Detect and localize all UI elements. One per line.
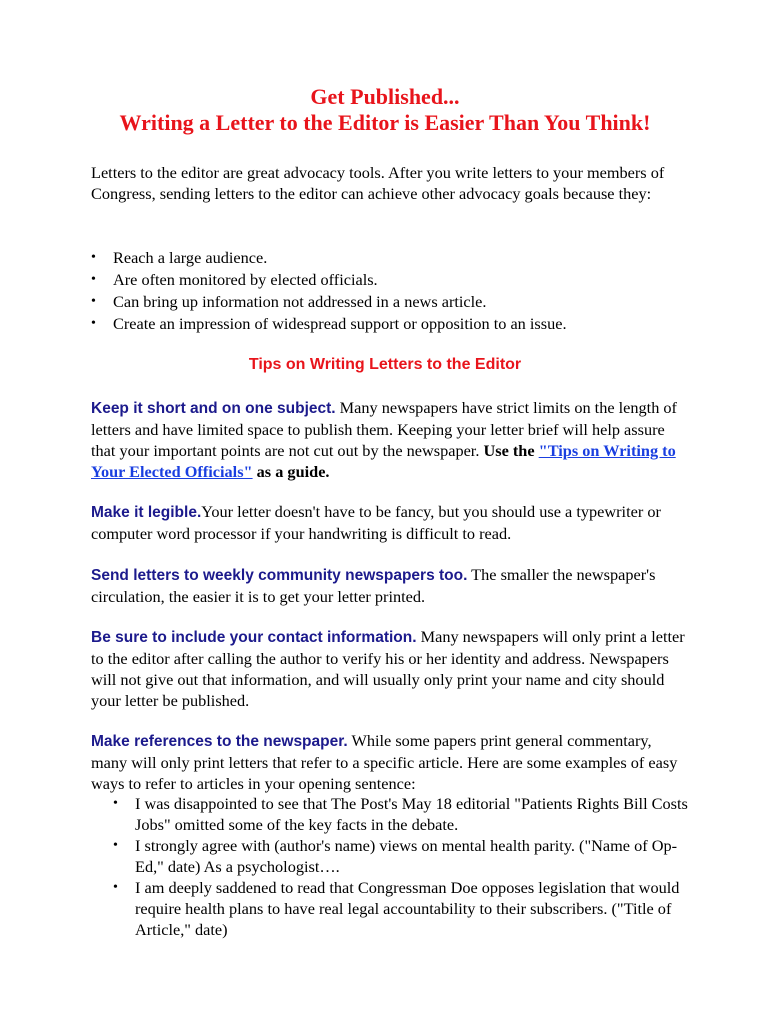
list-item: • Reach a large audience. xyxy=(91,247,567,269)
tip-body: Your letter doesn't have to be fancy, but you should use a typewriter or computer word processor if your handwriting is difficult to read. xyxy=(91,502,661,543)
tip-references xyxy=(91,730,691,794)
tip-heading: Be sure to include your contact information. xyxy=(91,629,417,646)
reference-examples-list xyxy=(113,793,693,940)
tip-use-suffix: as a guide. xyxy=(252,462,330,481)
tip-body: Many newspapers will only print a letter to the editor after calling the author to verify his or her identity and address. Newspapers will not give out that information, and will usually only print your name and city should your letter be published. xyxy=(91,627,685,710)
tip-body: While some papers print general commentary, many will only print letters that refer to a specific article. Here are some examples of easy ways to refer to articles in your opening sentence: xyxy=(91,731,678,793)
tip-legible xyxy=(91,501,691,544)
tip-contact-info xyxy=(91,626,691,711)
tip-weekly-papers xyxy=(91,564,691,607)
tip-use-prefix: Use the xyxy=(483,441,539,460)
intro-paragraph: Letters to the editor are great advocacy tools. After you write letters to your members of Congress, sending letters to the editor can achieve other advocacy goals because they: xyxy=(91,163,665,203)
tip-heading: Keep it short and on one subject. xyxy=(91,400,336,417)
list-item: • I was disappointed to see that The Post's May 18 editorial "Patients Rights Bill Costs Jobs" omitted some of the key facts in the debate. xyxy=(113,793,693,835)
list-item: • Are often monitored by elected officials. xyxy=(91,269,567,291)
list-item: • I strongly agree with (author's name) views on mental health parity. ("Name of Op-Ed," date) As a psychologist…. xyxy=(113,835,693,877)
tip-body: The smaller the newspaper's circulation, the easier it is to get your letter printed. xyxy=(91,565,656,606)
tips-subheading: Tips on Writing Letters to the Editor xyxy=(248,356,522,373)
title-line-1: Get Published... xyxy=(310,84,460,109)
tip-heading: Make it legible. xyxy=(91,504,202,521)
elected-officials-tips-link[interactable]: "Tips on Writing to Your Elected Officials" xyxy=(91,441,676,481)
tip-keep-short xyxy=(91,397,691,482)
tip-heading: Send letters to weekly community newspapers too. xyxy=(91,567,468,584)
title-line-2: Writing a Letter to the Editor is Easier Than You Think! xyxy=(119,110,651,135)
list-item: • I am deeply saddened to read that Congressman Doe opposes legislation that would require health plans to have real legal accountability to their subscribers. ("Title of Article," date) xyxy=(113,877,693,940)
tip-body: Many newspapers have strict limits on the length of letters and have limited space to publish them. Keeping your letter brief will help assure that your important points are not cut out by the newspaper. xyxy=(91,398,677,460)
tip-heading: Make references to the newspaper. xyxy=(91,733,348,750)
list-item: • Can bring up information not addressed in a news article. xyxy=(91,291,567,313)
list-item: • Create an impression of widespread support or opposition to an issue. xyxy=(91,313,567,335)
reasons-list xyxy=(91,247,567,335)
